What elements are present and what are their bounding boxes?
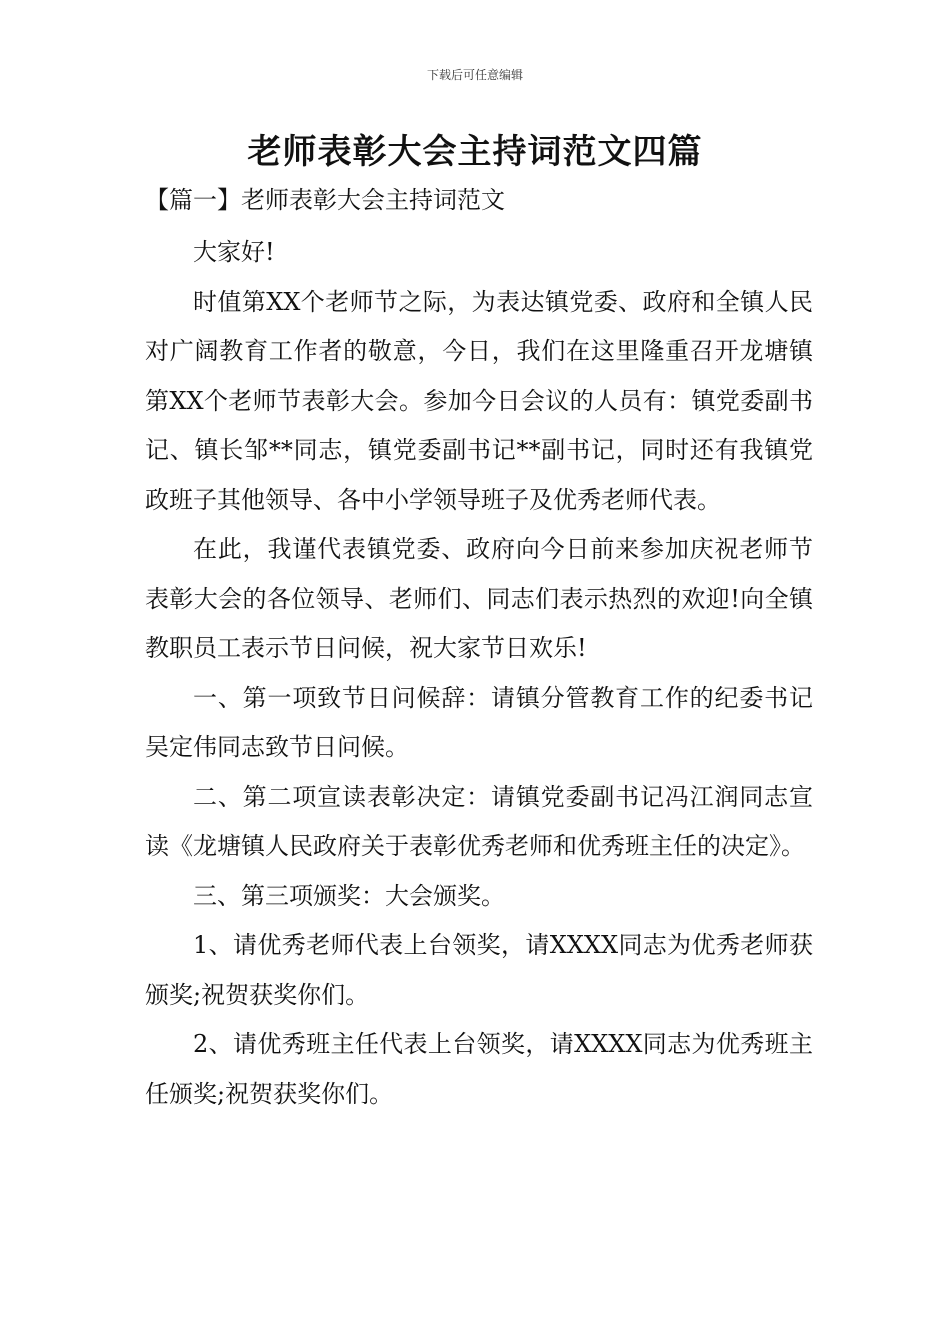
paragraph-item-2: 二、第二项宣读表彰决定：请镇党委副书记冯江润同志宣读《龙塘镇人民政府关于表彰优秀老师和优秀班主任的决定》。 (145, 782, 813, 860)
header-note: 下载后可任意编辑 (426, 68, 523, 82)
paragraph-welcome: 在此，我谨代表镇党委、政府向今日前来参加庆祝老师节表彰大会的各位领导、老师们、同志们表示热烈的欢迎!向全镇教职员工表示节日问候，祝大家节日欢乐! (145, 535, 813, 662)
paragraph-intro: 时值第XX个老师节之际，为表达镇党委、政府和全镇人民对广阔教育工作者的敬意，今日，我们在这里隆重召开龙塘镇第XX个老师节表彰大会。参加今日会议的人员有：镇党委副书记、镇长邹**同志，镇党委副书记**副书记，同时还有我镇党政班子其他领导、各中小学领导班子及优秀老师代表。 (145, 287, 813, 514)
paragraph-greeting: 大家好! (193, 238, 275, 266)
paragraph-award-2: 2、请优秀班主任代表上台领奖，请XXXX同志为优秀班主任颁奖;祝贺获奖你们。 (145, 1030, 813, 1108)
paragraph-item-1: 一、第一项致节日问候辞：请镇分管教育工作的纪委书记吴定伟同志致节日问候。 (145, 683, 813, 761)
section-heading: 【篇一】老师表彰大会主持词范文 (145, 186, 505, 214)
document-body (145, 178, 813, 1119)
paragraph-item-3: 三、第三项颁奖：大会颁奖。 (193, 881, 505, 910)
document-title: 老师表彰大会主持词范文四篇 (247, 132, 703, 172)
paragraph-award-1: 1、请优秀老师代表上台领奖，请XXXX同志为优秀老师获颁奖;祝贺获奖你们。 (145, 931, 813, 1009)
